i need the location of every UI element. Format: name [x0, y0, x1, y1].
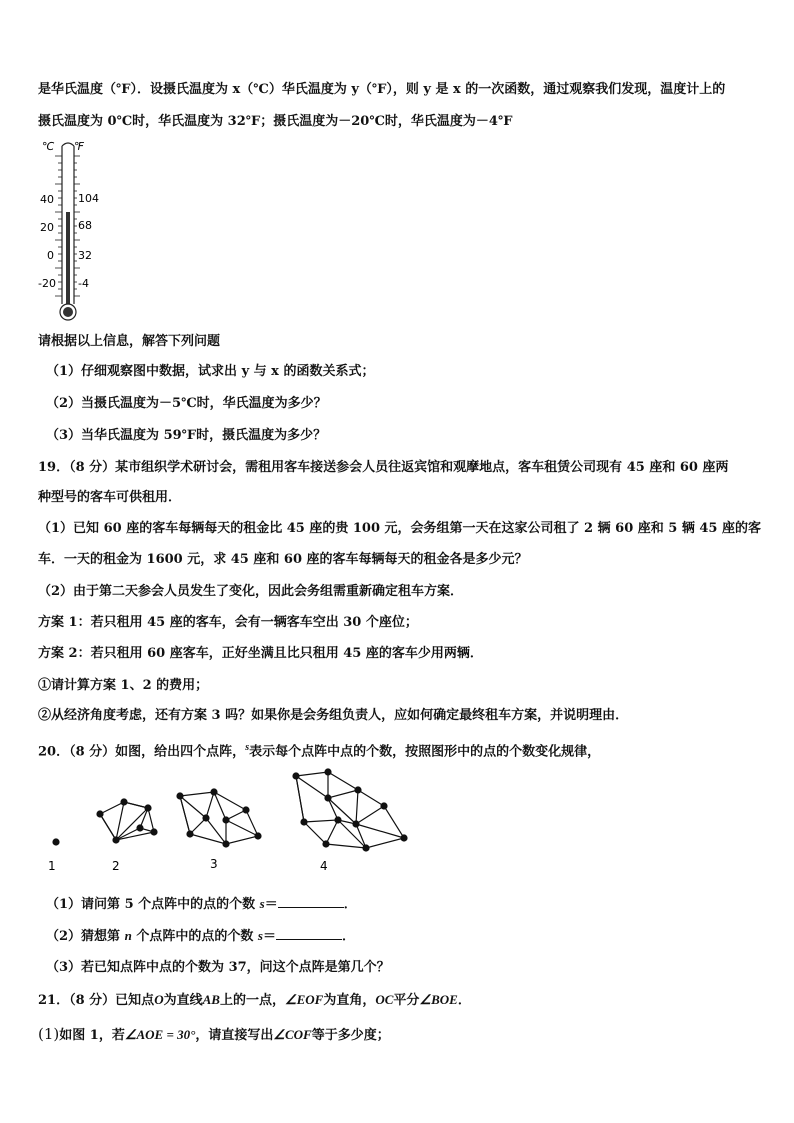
q20-part-2 [46, 926, 355, 947]
q21-part1-text-c: 等于多少度； [311, 1028, 390, 1043]
q21-stem [38, 990, 471, 1011]
q21-point-o: O [154, 992, 164, 1007]
fahrenheit-unit-label: ℉ [74, 140, 85, 153]
q21-angle-aoe: ∠AOE = 30° [124, 1027, 196, 1042]
q19-part1-line-1: （1）已知 60 座的客车每辆每天的租金比 45 座的贵 100 元，会务组第一天在这家公司租了 2 辆 60 座和 5 辆 45 座的客 [38, 521, 761, 536]
fig-label-3: 3 [210, 857, 218, 871]
q20-part2-text-b: 个点阵中的点的个数 [131, 929, 258, 944]
q19-plan-2: 方案 2：若只租用 60 座客车，正好坐满且比只租用 45 座的客车少用两辆． [38, 646, 483, 661]
q20-part-3: （3）若已知点阵中点的个数为 37，问这个点阵是第几个？ [46, 960, 390, 975]
q20-part2-eq: ＝ [262, 929, 276, 944]
q19-circle-2: ②从经济角度考虑，还有方案 3 吗？如果你是会务组负责人，应如何确定最终租车方案，并说明理由． [38, 708, 629, 723]
q19-number: 19． [38, 460, 70, 475]
fig-label-4: 4 [320, 859, 328, 873]
q20-answer-blank-2[interactable] [276, 926, 342, 940]
q21-stem-a: 已知点 [115, 993, 155, 1008]
q20-part2-n: n [124, 928, 132, 943]
q20-part1-text: （1）请问第 5 个点阵中的点的个数 [46, 897, 260, 912]
thermometer-figure [38, 138, 110, 328]
q18-sub-1: （1）仔细观察图中数据，试求出 y 与 x 的函数关系式； [46, 364, 375, 379]
q20-stem-b: 表示每个点阵中点的个数，按照图形中的点的个数变化规律， [249, 744, 601, 760]
q18-sub-2: （2）当摄氏温度为－5℃时，华氏温度为多少？ [46, 396, 327, 411]
c-label-neg20: -20 [38, 277, 56, 290]
q20-part1-end: ． [343, 897, 357, 912]
q20-part1-eq: ＝ [264, 897, 278, 912]
q20-score: （8 分） [69, 744, 116, 760]
dot-array-figures [40, 762, 420, 882]
q21-line-ab: AB [202, 992, 220, 1007]
f-label-68: 68 [78, 219, 92, 232]
fig-label-1: 1 [48, 859, 56, 873]
q18-sub-3: （3）当华氏温度为 59℉时，摄氏温度为多少？ [46, 428, 327, 443]
q21-stem-d: 为直角， [323, 993, 376, 1008]
q21-part1-marker: (1) [38, 1025, 60, 1043]
q20-answer-blank-1[interactable] [278, 894, 344, 908]
q21-angle-cof: ∠COF [273, 1027, 312, 1042]
q21-stem-c: 上的一点， [219, 993, 285, 1008]
q21-part1-text-a: 如图 1，若 [59, 1028, 125, 1043]
q21-stem-b: 为直线 [163, 993, 203, 1008]
q21-part-1 [38, 1024, 390, 1046]
q19-plan-1: 方案 1：若只租用 45 座的客车，会有一辆客车空出 30 个座位； [38, 615, 418, 630]
intro-line-1: 是华氏温度（℉）．设摄氏温度为 x（℃）华氏温度为 y（℉），则 y 是 x 的一次函数，通过观察我们发现，温度计上的 [38, 82, 726, 97]
q20-number: 20． [38, 744, 70, 760]
q19-stem-line-1 [38, 458, 728, 478]
q19-part1-line-2: 车．一天的租金为 1600 元，求 45 座和 60 座的客车每辆每天的租金各是多少元？ [38, 552, 528, 567]
f-label-32: 32 [78, 249, 92, 262]
c-label-40: 40 [40, 193, 54, 206]
q19-stem: 某市组织学术研讨会，需租用客车接送参会人员往返宾馆和观摩地点，客车租赁公司现有 45 座和 60 座两 [115, 460, 729, 475]
celsius-unit-label: ℃ [42, 140, 55, 153]
intro-line-2: 摄氏温度为 0℃时，华氏温度为 32℉；摄氏温度为－20℃时，华氏温度为－4℉ [38, 114, 513, 129]
q21-ray-oc: OC [375, 992, 394, 1007]
c-label-0: 0 [47, 249, 54, 262]
q19-part2: （2）由于第二天参会人员发生了变化，因此会务组需重新确定租车方案． [38, 584, 464, 599]
fig-label-2: 2 [112, 859, 120, 873]
q20-part1-s: s [259, 896, 265, 911]
c-label-20: 20 [40, 221, 54, 234]
q21-number: 21． [38, 993, 70, 1008]
q19-score: （8 分） [69, 460, 116, 475]
q20-part2-end: ． [341, 929, 355, 944]
q20-part-1 [46, 894, 357, 915]
q19-stem-line-2: 种型号的客车可供租用． [38, 490, 182, 505]
q21-stem-f: ． [457, 993, 471, 1008]
q18-prompt: 请根据以上信息，解答下列问题 [38, 334, 221, 349]
q21-score: （8 分） [69, 993, 116, 1008]
q21-stem-e: 平分 [393, 993, 420, 1008]
q20-part2-s: s [257, 928, 263, 943]
q19-circle-1: ①请计算方案 1、2 的费用； [38, 678, 209, 693]
q20-stem [38, 738, 600, 762]
q20-part2-text-a: （2）猜想第 [46, 929, 125, 944]
q20-stem-a: 如图，给出四个点阵， [115, 744, 246, 760]
q21-angle-eof: ∠EOF [284, 992, 324, 1007]
f-label-neg4: -4 [78, 277, 89, 290]
q21-part1-text-b: ，请直接写出 [195, 1028, 274, 1043]
q21-angle-boe: ∠BOE [419, 992, 458, 1007]
q20-s-symbol: s [245, 742, 250, 753]
mercury-column [66, 212, 70, 308]
f-label-104: 104 [78, 192, 99, 205]
